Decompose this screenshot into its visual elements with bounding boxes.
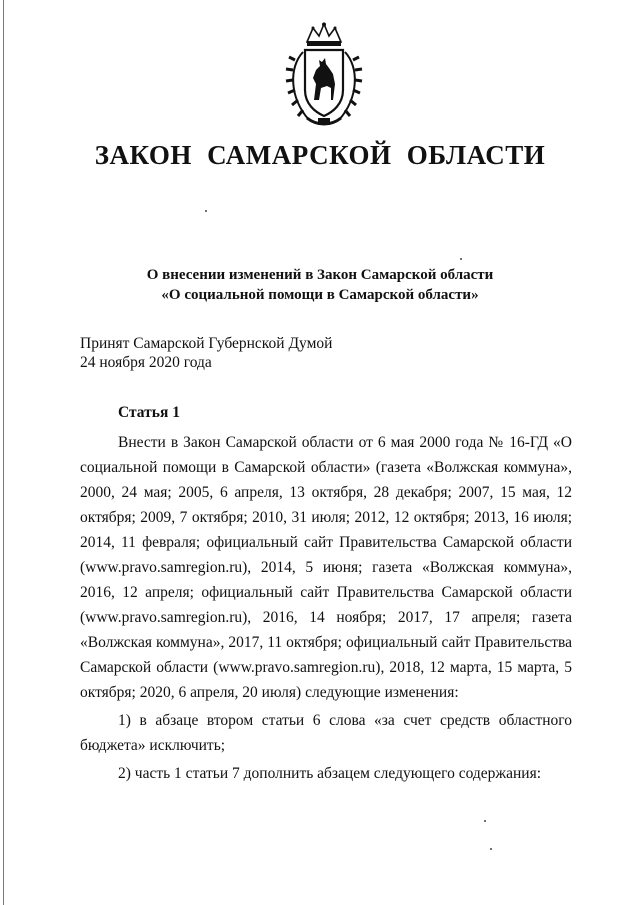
adopted-by: Принят Самарской Губернской Думой xyxy=(80,335,333,352)
subject-line-1: О внесении изменений в Закон Самарской области xyxy=(146,267,494,283)
scan-speck xyxy=(490,848,492,850)
adopted-date: 24 ноября 2020 года xyxy=(80,354,212,371)
coat-of-arms-icon xyxy=(283,22,365,132)
scan-speck xyxy=(460,258,462,260)
amendment-item-2: 2) часть 1 статьи 7 дополнить абзацем следующего содержания: xyxy=(118,765,542,782)
scan-edge-left xyxy=(3,0,4,905)
amendment-item-1: 1) в абзаце втором статьи 6 слова «за счет средств областного бюджета» исключить; xyxy=(80,712,572,754)
subject-line-2: «О социальной помощи в Самарской области» xyxy=(161,287,479,303)
scan-speck xyxy=(484,820,486,822)
law-subject xyxy=(0,265,640,305)
article-body xyxy=(80,430,572,786)
article-paragraph: Внести в Закон Самарской области от 6 мая 2000 года № 16-ГД «О социальной помощи в Самарской области» (газета «Волжская коммуна», 2000, 24 мая; 2005, 6 апреля, 13 октября, 28 декабря; 2007, 15 мая, 12 октября; 2009, 7 октября; 2010, 31 июля; 2012, 12 октября; 2013, 16 июля; 2014, 11 февраля; официальный сайт Правительства Самарской области (www.pravo.samregion.ru), 2014, 5 июня; газета «Волжская коммуна», 2016, 12 апреля; официальный сайт Правительства Самарской области (www.pravo.samregion.ru), 2016, 14 ноября; 2017, 17 апреля; газета «Волжская коммуна», 2017, 11 октября; официальный сайт Правительства Самарской области (www.pravo.samregion.ru), 2018, 12 марта, 15 марта, 5 октября; 2020, 6 апреля, 20 июля) следующие изменения: xyxy=(80,434,572,701)
scan-speck xyxy=(205,210,207,212)
law-title: ЗАКОН САМАРСКОЙ ОБЛАСТИ xyxy=(94,140,546,170)
adoption-info xyxy=(80,334,332,372)
article-heading: Статья 1 xyxy=(118,404,180,421)
